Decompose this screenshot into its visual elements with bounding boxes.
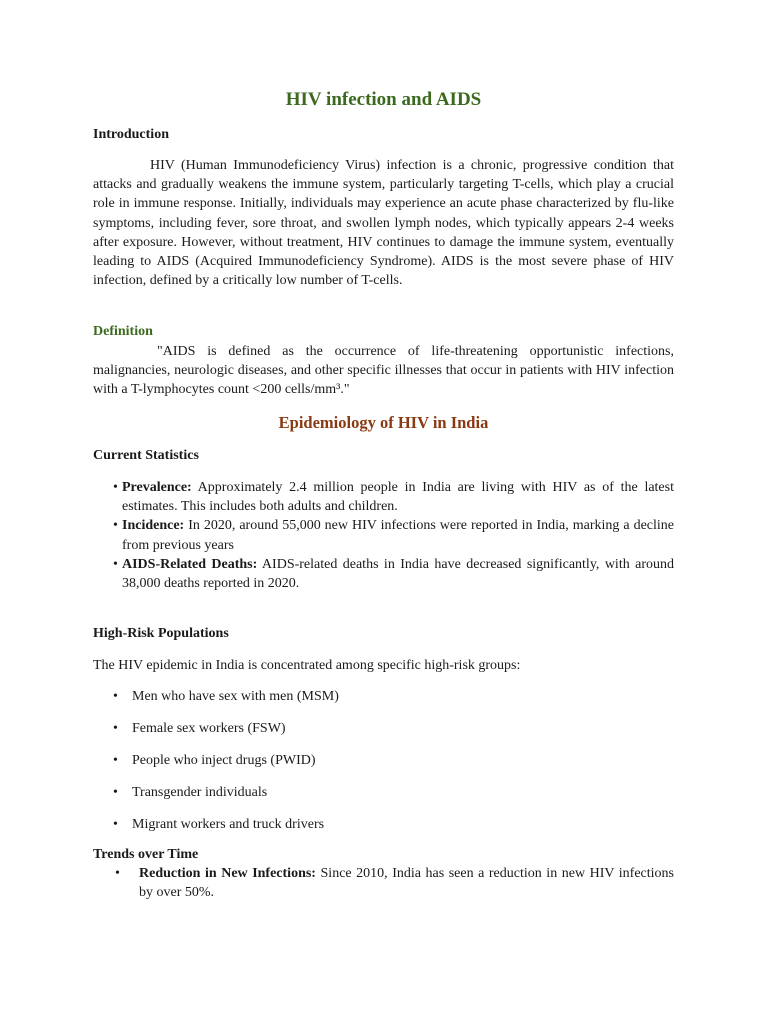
definition-paragraph: "AIDS is defined as the occurrence of life-threatening opportunistic infections, malignancies, neurologic diseases, and other specific illnesses that occur in patients with HIV infection with a T-lymphocytes count <200 cells/mm³.": [93, 344, 674, 398]
list-item: [93, 751, 674, 783]
bullet-icon: •: [113, 689, 118, 704]
list-item-text: Transgender individuals: [132, 785, 268, 800]
definition-heading: Definition: [93, 324, 153, 339]
list-item: [93, 719, 674, 751]
bullet-icon: •: [113, 721, 118, 736]
list-item-text: Approximately 2.4 million people in India are living with HIV as of the latest estimates. This includes both adults and children.: [122, 480, 674, 515]
bullet-icon: •: [113, 785, 118, 800]
list-item: [93, 864, 674, 902]
trends-list: [93, 864, 674, 902]
introduction-heading: Introduction: [93, 127, 169, 142]
current-statistics-heading: Current Statistics: [93, 448, 199, 463]
high-risk-list: [93, 687, 674, 847]
epidemiology-title: Epidemiology of HIV in India: [278, 413, 489, 432]
list-item-text: People who inject drugs (PWID): [132, 753, 316, 768]
introduction-paragraph: HIV (Human Immunodeficiency Virus) infection is a chronic, progressive condition that attacks and gradually weakens the immune system, particularly targeting T-cells, which play a crucial role in immune response. Initially, individuals may experience an acute phase characterized by flu-like symptoms, including fever, sore throat, and swollen lymph nodes, which typically appears 2-4 weeks after exposure. However, without treatment, HIV continues to damage the immune system, eventually leading to AIDS (Acquired Immunodeficiency Syndrome). AIDS is the most severe phase of HIV infection, defined by a critically low number of T-cells.: [93, 158, 674, 289]
list-item-text: AIDS-related deaths in India have decreased significantly, with around 38,000 deaths reported in 2020.: [122, 556, 674, 592]
list-item-text: Since 2010, India has seen a reduction in new HIV infections by over 50%.: [139, 866, 674, 901]
list-item: [93, 687, 674, 719]
bullet-icon: •: [115, 866, 120, 881]
list-item-label: Incidence:: [122, 518, 185, 534]
list-item-text: Female sex workers (FSW): [132, 721, 286, 736]
list-item-label: AIDS-Related Deaths:: [122, 556, 258, 572]
list-item-text: Men who have sex with men (MSM): [132, 689, 339, 704]
bullet-icon: •: [113, 556, 118, 572]
list-item: [93, 516, 674, 554]
list-item: [93, 815, 674, 847]
list-item: [93, 783, 674, 815]
bullet-icon: •: [113, 518, 118, 534]
high-risk-heading: High-Risk Populations: [93, 626, 229, 641]
bullet-icon: •: [113, 817, 118, 832]
list-item-text: Migrant workers and truck drivers: [132, 817, 325, 832]
trends-heading: Trends over Time: [93, 847, 199, 862]
bullet-icon: •: [113, 753, 118, 768]
list-item-label: Prevalence:: [122, 480, 192, 495]
list-item-label: Reduction in New Infections:: [139, 866, 316, 881]
high-risk-intro: The HIV epidemic in India is concentrated among specific high-risk groups:: [93, 658, 521, 673]
list-item: [93, 555, 674, 593]
bullet-icon: •: [113, 480, 118, 495]
list-item-text: In 2020, around 55,000 new HIV infections were reported in India, marking a decline from previous years: [122, 518, 674, 553]
document-title: HIV infection and AIDS: [285, 89, 482, 110]
list-item: [93, 478, 674, 516]
current-statistics-list: [93, 478, 674, 593]
